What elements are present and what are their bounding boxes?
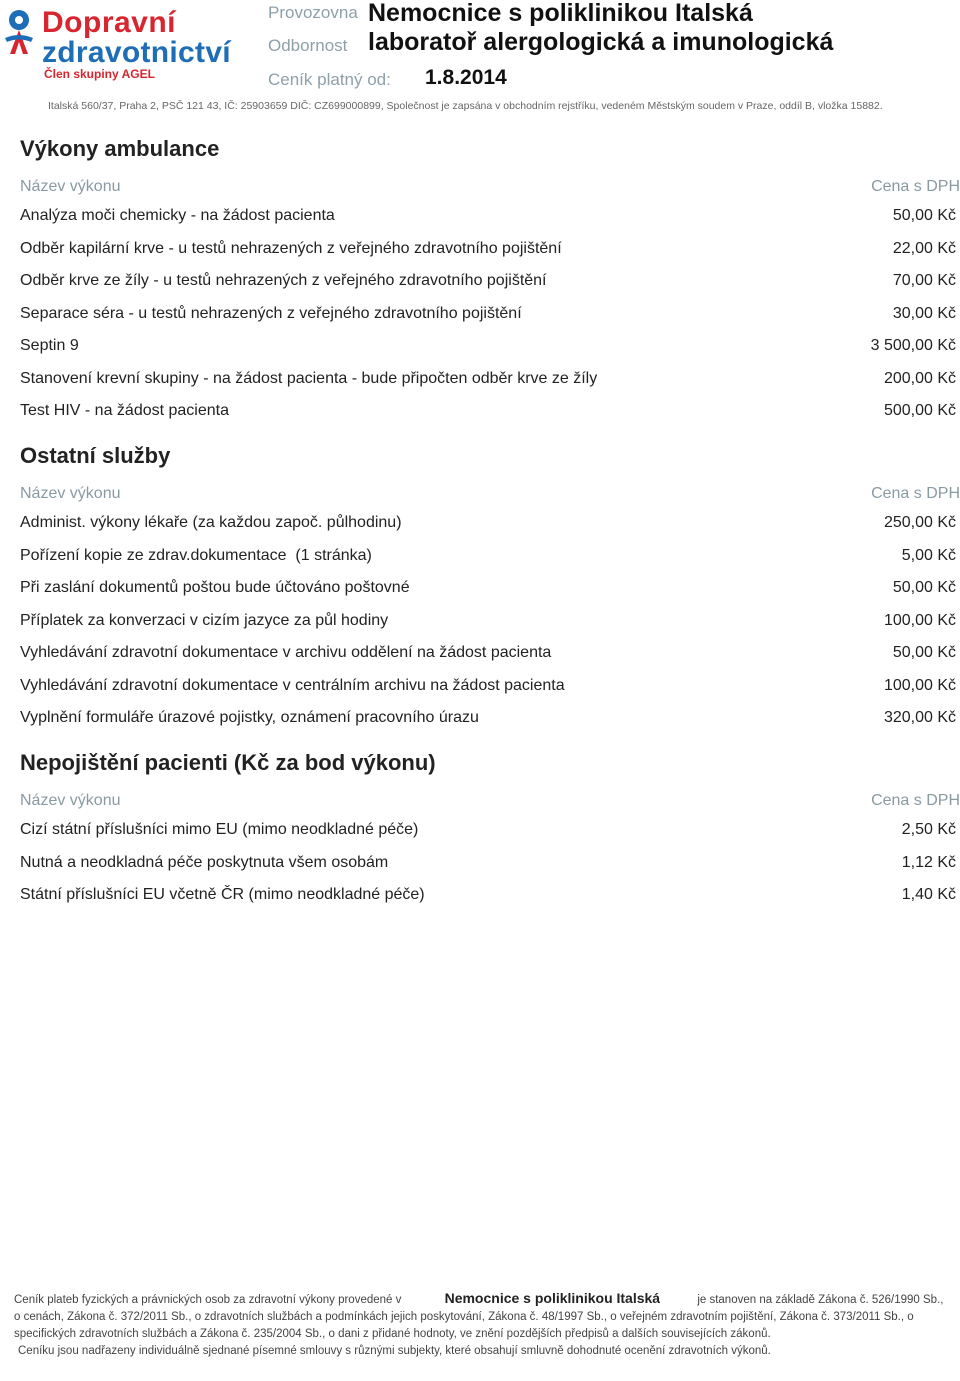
footer-text-before: Ceník plateb fyzických a právnických osob za zdravotní výkony provedené v: [14, 1294, 402, 1306]
company-logo: [2, 4, 254, 84]
row-name: Nutná a neodkladná péče poskytnuta všem osobám: [20, 854, 389, 871]
row-price: 30,00 Kč: [892, 305, 956, 322]
row-name: Cizí státní příslušníci mimo EU (mimo neodkladné péče): [20, 821, 419, 838]
table-row: [0, 612, 960, 644]
row-name: Odběr kapilární krve - u testů nehrazených z veřejného zdravotního pojištění: [20, 240, 562, 257]
row-name: Odběr krve ze žíly - u testů nehrazených z veřejného zdravotního pojištění: [20, 272, 547, 289]
row-price: 5,00 Kč: [901, 547, 956, 564]
brand-line3: Člen skupiny AGEL: [44, 67, 155, 81]
table-row: [0, 644, 960, 676]
row-price: 3 500,00 Kč: [870, 337, 956, 354]
footer-text-after: je stanoven na základě Zákona č. 526/1990 Sb., o cenách, Zákona č. 372/2011 Sb., o zdravotních službách a podmínkách jejich poskytování, Zákona č. 48/1997 Sb., o veřejném zdravotním pojištění, Zákona č. 373/2011 Sb., o specifických zdravotních službách a Zákona č. 235/2004 Sb., o dani z přidané hodnoty, ve znění pozdějších předpisů a dalších souvisejících zákonů.: [14, 1294, 944, 1340]
row-price: 500,00 Kč: [883, 402, 956, 419]
table-row: [0, 579, 960, 611]
column-header-price: Cena s DPH: [871, 178, 960, 195]
section-title: Ostatní služby: [20, 443, 171, 468]
odbornost-value: laboratoř alergologická a imunologická: [368, 28, 834, 56]
table-row: [0, 547, 960, 579]
column-header-name: Název výkonu: [20, 792, 121, 809]
row-name: Separace séra - u testů nehrazených z veřejného zdravotního pojištění: [20, 305, 522, 322]
company-info: Italská 560/37, Praha 2, PSČ 121 43, IČ: 25903659 DIČ: CZ699000899, Společnost je zapsána v obchodním rejstříku, vedeném Městským soudem v Praze, oddíl B, vložka 15882.: [48, 100, 883, 112]
row-price: 320,00 Kč: [883, 709, 956, 726]
table-row: [0, 240, 960, 272]
row-name: Administ. výkony lékaře (za každou započ. půlhodinu): [20, 514, 402, 531]
row-name: Vyhledávání zdravotní dokumentace v centrálním archivu na žádost pacienta: [20, 677, 565, 694]
row-price: 250,00 Kč: [883, 514, 956, 531]
table-row: [0, 305, 960, 337]
row-price: 1,40 Kč: [901, 886, 956, 903]
column-header-price: Cena s DPH: [871, 485, 960, 502]
brand-line2: zdravotnictví: [42, 36, 231, 69]
table-row: [0, 886, 960, 918]
row-price: 100,00 Kč: [883, 677, 956, 694]
row-price: 200,00 Kč: [883, 370, 956, 387]
row-price: 100,00 Kč: [883, 612, 956, 629]
odbornost-label: Odbornost: [268, 36, 348, 55]
footer-facility: Nemocnice s poliklinikou Italská: [444, 1290, 661, 1306]
row-name: Vyhledávání zdravotní dokumentace v archivu oddělení na žádost pacienta: [20, 644, 552, 661]
table-row: [0, 821, 960, 853]
row-price: 70,00 Kč: [892, 272, 956, 289]
column-header-name: Název výkonu: [20, 485, 121, 502]
table-row: [0, 337, 960, 369]
row-price: 1,12 Kč: [901, 854, 956, 871]
row-name: Příplatek za konverzaci v cizím jazyce za půl hodiny: [20, 612, 389, 629]
logo-figure-icon: [2, 8, 38, 68]
row-price: 50,00 Kč: [892, 579, 956, 596]
footer-last-line: Ceníku jsou nadřazeny individuálně sjednané písemné smlouvy s různými subjekty, které obsahují smluvně dohodnuté ocenění zdravotních výkonů.: [18, 1345, 771, 1357]
section-title: Nepojištění pacienti (Kč za bod výkonu): [20, 750, 436, 775]
brand-line1: Dopravní: [42, 6, 177, 39]
row-name: Stanovení krevní skupiny - na žádost pacienta - bude připočten odběr krve ze žíly: [20, 370, 598, 387]
column-header-name: Název výkonu: [20, 178, 121, 195]
table-row: [0, 207, 960, 239]
provozovna-label: Provozovna: [268, 3, 358, 22]
cenik-date: 1.8.2014: [425, 66, 507, 89]
row-name: Vyplnění formuláře úrazové pojistky, oznámení pracovního úrazu: [20, 709, 479, 726]
row-name: Pořízení kopie ze zdrav.dokumentace (1 stránka): [20, 547, 372, 564]
provozovna-value: Nemocnice s poliklinikou Italská: [368, 0, 753, 27]
row-price: 22,00 Kč: [892, 240, 956, 257]
row-price: 2,50 Kč: [901, 821, 956, 838]
cenik-label: Ceník platný od:: [268, 70, 391, 89]
row-name: Při zaslání dokumentů poštou bude účtováno poštovné: [20, 579, 410, 596]
row-name: Test HIV - na žádost pacienta: [20, 402, 229, 419]
table-row: [0, 370, 960, 402]
table-row: [0, 272, 960, 304]
row-price: 50,00 Kč: [892, 207, 956, 224]
section-title: Výkony ambulance: [20, 136, 220, 161]
table-row: [0, 514, 960, 546]
table-row: [0, 854, 960, 886]
table-row: [0, 709, 960, 741]
row-name: Septin 9: [20, 337, 79, 354]
table-row: [0, 677, 960, 709]
row-price: 50,00 Kč: [892, 644, 956, 661]
row-name: Státní příslušníci EU včetně ČR (mimo neodkladné péče): [20, 886, 425, 903]
table-row: [0, 402, 960, 434]
column-header-price: Cena s DPH: [871, 792, 960, 809]
row-name: Analýza moči chemicky - na žádost pacienta: [20, 207, 335, 224]
legal-footer: [14, 1290, 950, 1360]
